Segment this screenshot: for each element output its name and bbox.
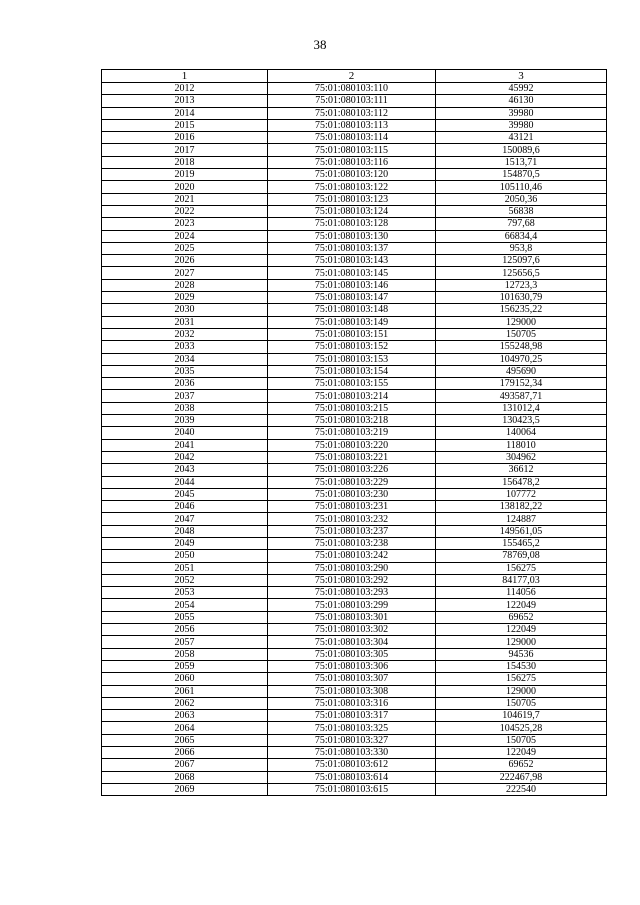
value-cell: 149561,05 [436, 525, 607, 537]
table-row [102, 562, 607, 574]
table-row [102, 242, 607, 254]
row-number-cell: 2057 [102, 636, 268, 648]
row-number-cell: 2026 [102, 255, 268, 267]
table-row [102, 341, 607, 353]
cadastral-number-cell: 75:01:080103:292 [268, 574, 436, 586]
cadastral-number-cell: 75:01:080103:122 [268, 181, 436, 193]
row-number-cell: 2065 [102, 734, 268, 746]
cadastral-number-cell: 75:01:080103:155 [268, 378, 436, 390]
row-number-cell: 2035 [102, 365, 268, 377]
row-number-cell: 2069 [102, 783, 268, 795]
cadastral-number-cell: 75:01:080103:111 [268, 95, 436, 107]
value-cell: 122049 [436, 624, 607, 636]
table-row [102, 710, 607, 722]
registry-table [101, 69, 607, 796]
row-number-cell: 2032 [102, 328, 268, 340]
value-cell: 140064 [436, 427, 607, 439]
value-cell: 138182,22 [436, 501, 607, 513]
value-cell: 36612 [436, 464, 607, 476]
value-cell: 156478,2 [436, 476, 607, 488]
value-cell: 39980 [436, 107, 607, 119]
value-cell: 2050,36 [436, 193, 607, 205]
row-number-cell: 2030 [102, 304, 268, 316]
table-row [102, 673, 607, 685]
value-cell: 304962 [436, 451, 607, 463]
cadastral-number-cell: 75:01:080103:305 [268, 648, 436, 660]
row-number-cell: 2024 [102, 230, 268, 242]
table-row [102, 95, 607, 107]
row-number-cell: 2022 [102, 205, 268, 217]
table-row [102, 476, 607, 488]
table-row [102, 107, 607, 119]
value-cell: 131012,4 [436, 402, 607, 414]
cadastral-number-cell: 75:01:080103:231 [268, 501, 436, 513]
table-row [102, 316, 607, 328]
value-cell: 156275 [436, 673, 607, 685]
cadastral-number-cell: 75:01:080103:221 [268, 451, 436, 463]
value-cell: 122049 [436, 747, 607, 759]
value-cell: 154530 [436, 660, 607, 672]
value-cell: 953,8 [436, 242, 607, 254]
cadastral-number-cell: 75:01:080103:304 [268, 636, 436, 648]
cadastral-number-cell: 75:01:080103:293 [268, 587, 436, 599]
cadastral-number-cell: 75:01:080103:238 [268, 537, 436, 549]
table-row [102, 132, 607, 144]
row-number-cell: 2031 [102, 316, 268, 328]
cadastral-number-cell: 75:01:080103:116 [268, 156, 436, 168]
row-number-cell: 2041 [102, 439, 268, 451]
row-number-cell: 2014 [102, 107, 268, 119]
value-cell: 84177,03 [436, 574, 607, 586]
value-cell: 66834,4 [436, 230, 607, 242]
table-row [102, 255, 607, 267]
value-cell: 104525,28 [436, 722, 607, 734]
table-row [102, 156, 607, 168]
value-cell: 222540 [436, 783, 607, 795]
value-cell: 155248,98 [436, 341, 607, 353]
row-number-cell: 2058 [102, 648, 268, 660]
table-row [102, 636, 607, 648]
cadastral-number-cell: 75:01:080103:226 [268, 464, 436, 476]
row-number-cell: 2053 [102, 587, 268, 599]
value-cell: 118010 [436, 439, 607, 451]
cadastral-number-cell: 75:01:080103:124 [268, 205, 436, 217]
table-row [102, 501, 607, 513]
value-cell: 56838 [436, 205, 607, 217]
value-cell: 45992 [436, 83, 607, 95]
row-number-cell: 2012 [102, 83, 268, 95]
cadastral-number-cell: 75:01:080103:317 [268, 710, 436, 722]
table-row [102, 747, 607, 759]
row-number-cell: 2059 [102, 660, 268, 672]
row-number-cell: 2060 [102, 673, 268, 685]
table-row [102, 390, 607, 402]
cadastral-number-cell: 75:01:080103:219 [268, 427, 436, 439]
table-row [102, 734, 607, 746]
row-number-cell: 2051 [102, 562, 268, 574]
table-row [102, 685, 607, 697]
row-number-cell: 2044 [102, 476, 268, 488]
value-cell: 129000 [436, 685, 607, 697]
table-row [102, 587, 607, 599]
cadastral-number-cell: 75:01:080103:114 [268, 132, 436, 144]
cadastral-number-cell: 75:01:080103:316 [268, 697, 436, 709]
cadastral-number-cell: 75:01:080103:237 [268, 525, 436, 537]
cadastral-number-cell: 75:01:080103:145 [268, 267, 436, 279]
cadastral-number-cell: 75:01:080103:220 [268, 439, 436, 451]
cadastral-number-cell: 75:01:080103:130 [268, 230, 436, 242]
row-number-cell: 2020 [102, 181, 268, 193]
column-header-1: 1 [102, 70, 268, 83]
column-header-3: 3 [436, 70, 607, 83]
value-cell: 125097,6 [436, 255, 607, 267]
value-cell: 69652 [436, 611, 607, 623]
value-cell: 150705 [436, 734, 607, 746]
cadastral-number-cell: 75:01:080103:214 [268, 390, 436, 402]
cadastral-number-cell: 75:01:080103:147 [268, 292, 436, 304]
cadastral-number-cell: 75:01:080103:149 [268, 316, 436, 328]
cadastral-number-cell: 75:01:080103:299 [268, 599, 436, 611]
row-number-cell: 2062 [102, 697, 268, 709]
table-row [102, 537, 607, 549]
cadastral-number-cell: 75:01:080103:153 [268, 353, 436, 365]
row-number-cell: 2039 [102, 415, 268, 427]
row-number-cell: 2046 [102, 501, 268, 513]
value-cell: 12723,3 [436, 279, 607, 291]
value-cell: 114056 [436, 587, 607, 599]
cadastral-number-cell: 75:01:080103:215 [268, 402, 436, 414]
table-row [102, 574, 607, 586]
value-cell: 179152,34 [436, 378, 607, 390]
row-number-cell: 2052 [102, 574, 268, 586]
row-number-cell: 2027 [102, 267, 268, 279]
value-cell: 1513,71 [436, 156, 607, 168]
table-row [102, 451, 607, 463]
table-row [102, 427, 607, 439]
cadastral-number-cell: 75:01:080103:612 [268, 759, 436, 771]
table-row [102, 328, 607, 340]
row-number-cell: 2056 [102, 624, 268, 636]
cadastral-number-cell: 75:01:080103:330 [268, 747, 436, 759]
row-number-cell: 2025 [102, 242, 268, 254]
row-number-cell: 2016 [102, 132, 268, 144]
table-row [102, 439, 607, 451]
row-number-cell: 2066 [102, 747, 268, 759]
row-number-cell: 2029 [102, 292, 268, 304]
table-row [102, 169, 607, 181]
value-cell: 495690 [436, 365, 607, 377]
table-row [102, 759, 607, 771]
cadastral-number-cell: 75:01:080103:325 [268, 722, 436, 734]
table-row [102, 292, 607, 304]
row-number-cell: 2033 [102, 341, 268, 353]
row-number-cell: 2034 [102, 353, 268, 365]
cadastral-number-cell: 75:01:080103:615 [268, 783, 436, 795]
cadastral-number-cell: 75:01:080103:110 [268, 83, 436, 95]
value-cell: 222467,98 [436, 771, 607, 783]
row-number-cell: 2018 [102, 156, 268, 168]
row-number-cell: 2042 [102, 451, 268, 463]
row-number-cell: 2048 [102, 525, 268, 537]
table-row [102, 218, 607, 230]
value-cell: 129000 [436, 636, 607, 648]
cadastral-number-cell: 75:01:080103:115 [268, 144, 436, 156]
value-cell: 150089,6 [436, 144, 607, 156]
row-number-cell: 2040 [102, 427, 268, 439]
table-body [102, 83, 607, 796]
table-row [102, 365, 607, 377]
value-cell: 107772 [436, 488, 607, 500]
row-number-cell: 2015 [102, 119, 268, 131]
cadastral-number-cell: 75:01:080103:232 [268, 513, 436, 525]
column-header-2: 2 [268, 70, 436, 83]
table-row [102, 464, 607, 476]
cadastral-number-cell: 75:01:080103:128 [268, 218, 436, 230]
table-row [102, 193, 607, 205]
cadastral-number-cell: 75:01:080103:306 [268, 660, 436, 672]
value-cell: 797,68 [436, 218, 607, 230]
value-cell: 104970,25 [436, 353, 607, 365]
table-header-row [102, 70, 607, 83]
table-row [102, 378, 607, 390]
cadastral-number-cell: 75:01:080103:113 [268, 119, 436, 131]
table-row [102, 488, 607, 500]
row-number-cell: 2028 [102, 279, 268, 291]
table-row [102, 205, 607, 217]
cadastral-number-cell: 75:01:080103:218 [268, 415, 436, 427]
page-number: 38 [313, 37, 327, 52]
table-row [102, 353, 607, 365]
cadastral-number-cell: 75:01:080103:307 [268, 673, 436, 685]
cadastral-number-cell: 75:01:080103:327 [268, 734, 436, 746]
value-cell: 43121 [436, 132, 607, 144]
table-row [102, 119, 607, 131]
table-row [102, 783, 607, 795]
value-cell: 101630,79 [436, 292, 607, 304]
value-cell: 122049 [436, 599, 607, 611]
row-number-cell: 2019 [102, 169, 268, 181]
value-cell: 125656,5 [436, 267, 607, 279]
table-row [102, 624, 607, 636]
table-row [102, 230, 607, 242]
table-row [102, 525, 607, 537]
cadastral-number-cell: 75:01:080103:302 [268, 624, 436, 636]
cadastral-number-cell: 75:01:080103:120 [268, 169, 436, 181]
value-cell: 104619,7 [436, 710, 607, 722]
value-cell: 150705 [436, 328, 607, 340]
cadastral-number-cell: 75:01:080103:143 [268, 255, 436, 267]
cadastral-number-cell: 75:01:080103:301 [268, 611, 436, 623]
value-cell: 155465,2 [436, 537, 607, 549]
table-row [102, 648, 607, 660]
row-number-cell: 2017 [102, 144, 268, 156]
value-cell: 154870,5 [436, 169, 607, 181]
cadastral-number-cell: 75:01:080103:242 [268, 550, 436, 562]
table-row [102, 415, 607, 427]
table-row [102, 513, 607, 525]
cadastral-number-cell: 75:01:080103:290 [268, 562, 436, 574]
row-number-cell: 2061 [102, 685, 268, 697]
value-cell: 150705 [436, 697, 607, 709]
row-number-cell: 2043 [102, 464, 268, 476]
row-number-cell: 2064 [102, 722, 268, 734]
table-row [102, 697, 607, 709]
table-row [102, 279, 607, 291]
table-row [102, 144, 607, 156]
cadastral-number-cell: 75:01:080103:154 [268, 365, 436, 377]
value-cell: 105110,46 [436, 181, 607, 193]
value-cell: 130423,5 [436, 415, 607, 427]
table-row [102, 83, 607, 95]
value-cell: 78769,08 [436, 550, 607, 562]
row-number-cell: 2055 [102, 611, 268, 623]
table-row [102, 304, 607, 316]
table-row [102, 550, 607, 562]
cadastral-number-cell: 75:01:080103:137 [268, 242, 436, 254]
table-row [102, 599, 607, 611]
value-cell: 493587,71 [436, 390, 607, 402]
cadastral-number-cell: 75:01:080103:229 [268, 476, 436, 488]
row-number-cell: 2068 [102, 771, 268, 783]
cadastral-number-cell: 75:01:080103:112 [268, 107, 436, 119]
table-row [102, 267, 607, 279]
row-number-cell: 2023 [102, 218, 268, 230]
cadastral-number-cell: 75:01:080103:230 [268, 488, 436, 500]
cadastral-number-cell: 75:01:080103:152 [268, 341, 436, 353]
row-number-cell: 2054 [102, 599, 268, 611]
row-number-cell: 2047 [102, 513, 268, 525]
row-number-cell: 2038 [102, 402, 268, 414]
table-row [102, 722, 607, 734]
row-number-cell: 2037 [102, 390, 268, 402]
value-cell: 39980 [436, 119, 607, 131]
row-number-cell: 2049 [102, 537, 268, 549]
row-number-cell: 2036 [102, 378, 268, 390]
value-cell: 156275 [436, 562, 607, 574]
cadastral-number-cell: 75:01:080103:148 [268, 304, 436, 316]
value-cell: 46130 [436, 95, 607, 107]
row-number-cell: 2067 [102, 759, 268, 771]
row-number-cell: 2063 [102, 710, 268, 722]
row-number-cell: 2050 [102, 550, 268, 562]
row-number-cell: 2021 [102, 193, 268, 205]
table-row [102, 181, 607, 193]
row-number-cell: 2045 [102, 488, 268, 500]
cadastral-number-cell: 75:01:080103:123 [268, 193, 436, 205]
table-row [102, 611, 607, 623]
table-row [102, 402, 607, 414]
value-cell: 69652 [436, 759, 607, 771]
value-cell: 156235,22 [436, 304, 607, 316]
value-cell: 94536 [436, 648, 607, 660]
table-row [102, 660, 607, 672]
value-cell: 129000 [436, 316, 607, 328]
value-cell: 124887 [436, 513, 607, 525]
cadastral-number-cell: 75:01:080103:146 [268, 279, 436, 291]
cadastral-number-cell: 75:01:080103:151 [268, 328, 436, 340]
row-number-cell: 2013 [102, 95, 268, 107]
cadastral-number-cell: 75:01:080103:614 [268, 771, 436, 783]
table-row [102, 771, 607, 783]
cadastral-number-cell: 75:01:080103:308 [268, 685, 436, 697]
